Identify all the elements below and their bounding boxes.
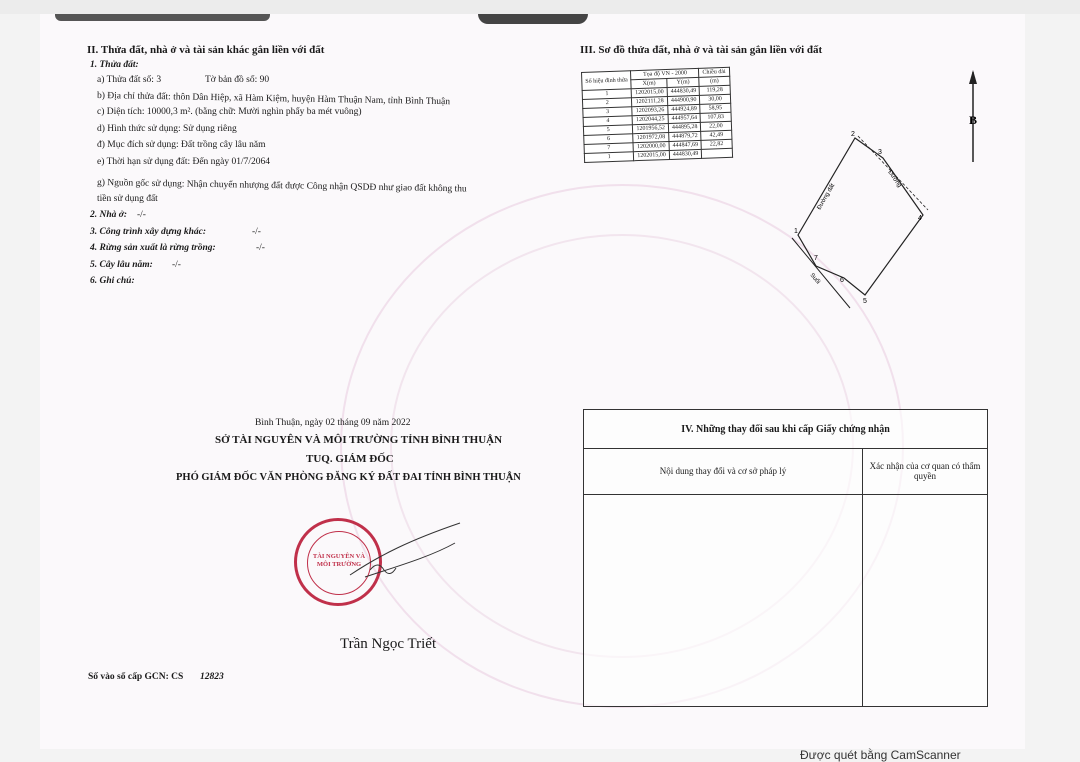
coordinate-table [581, 67, 733, 163]
scan-shadow-center [478, 14, 588, 24]
changes-column-header: Nội dung thay đổi và cơ sở pháp lý [584, 448, 863, 495]
department-name: SỞ TÀI NGUYÊN VÀ MÔI TRƯỜNG TỈNH BÌNH THUẬN [215, 434, 503, 446]
section4-box [583, 409, 988, 707]
table-row: 7 1202000,00 444847,69 22,82 [584, 139, 732, 153]
table-row: 2 1202111,28 444900,90 30,00 [582, 94, 730, 108]
table-row: 4 1202044,25 444957,64 107,83 [583, 112, 731, 126]
construction-value: -/- [252, 227, 261, 237]
scan-shadow-left [55, 14, 270, 21]
stamp-text: TÀI NGUYÊN VÀ MÔI TRƯỜNG [312, 553, 366, 568]
date-line: Bình Thuận, ngày 02 tháng 09 năm 2022 [255, 418, 411, 428]
signature-scribble [340, 515, 480, 595]
vertex-3: 3 [878, 149, 882, 156]
table-row: 5 1201956,52 444895,28 22,00 [583, 121, 731, 135]
table-row: 3 1202093,26 444924,89 58,95 [583, 103, 731, 117]
vertex-7: 7 [814, 255, 818, 262]
house-label: 2. Nhà ở: [90, 210, 128, 220]
use-origin-continued: tiền sử dụng đất [97, 194, 158, 204]
header-coord-system: Tọa độ VN - 2000 [631, 68, 699, 79]
scanner-watermark: Được quét bằng CamScanner [800, 748, 961, 762]
vertex-4: 4 [918, 215, 922, 222]
vertex-2: 2 [851, 131, 855, 138]
tree-value: -/- [172, 260, 181, 270]
vertex-6: 6 [840, 277, 844, 284]
land-heading: 1. Thửa đất: [90, 60, 139, 70]
use-term: e) Thời hạn sử dụng đất: Đến ngày 01/7/2064 [97, 157, 271, 167]
north-label: B [969, 113, 978, 127]
table-row: 1 1202015,00 444830,49 [584, 148, 732, 162]
vertex-1: 1 [794, 228, 798, 235]
construction-label: 3. Công trình xây dựng khác: [90, 227, 207, 237]
header-y: Y(m) [667, 77, 700, 87]
top-strip [0, 0, 1080, 14]
use-form: d) Hình thức sử dụng: Sử dụng riêng [97, 124, 237, 134]
north-arrow [969, 70, 977, 162]
header-vertex: Số hiệu đỉnh thửa [582, 71, 632, 91]
section3-title: III. Sơ đồ thửa đất, nhà ở và tài sản gắn liền với đất [580, 44, 823, 56]
header-unit: (m) [699, 76, 729, 86]
road-label-1: Đường đất [816, 182, 837, 211]
signer-position: PHÓ GIÁM ĐỐC VĂN PHÒNG ĐĂNG KÝ ĐẤT ĐAI TỈNH BÌNH THUẬN [176, 472, 521, 483]
parcel-area: c) Diện tích: 10000,3 m². (bằng chữ: Mười nghìn phẩy ba mét vuông) [97, 107, 362, 117]
parcel-address: b) Địa chỉ thửa đất: thôn Dân Hiệp, xã Hàm Kiệm, huyện Hàm Thuận Nam, tỉnh Bình Thuận [96, 91, 451, 108]
parcel-diagram [770, 60, 1000, 330]
registry-number: 12823 [200, 672, 224, 682]
parcel-number: a) Thửa đất số: 3 [97, 75, 162, 85]
tree-label: 5. Cây lâu năm: [90, 260, 153, 270]
road-edge-line [792, 238, 850, 308]
map-sheet-number: Tờ bản đồ số: 90 [205, 75, 270, 85]
section4-title: IV. Những thay đổi sau khi cấp Giấy chứng nhận [584, 410, 987, 449]
column-divider [862, 494, 863, 706]
confirmation-column-header: Xác nhận của cơ quan có thẩm quyền [863, 448, 987, 495]
road-label-3: Suối [808, 272, 821, 286]
forest-value: -/- [256, 243, 265, 253]
vertex-5: 5 [863, 298, 867, 305]
table-row: 1 1202015,00 444830,49 119,28 [582, 85, 730, 99]
forest-label: 4. Rừng sản xuất là rừng trồng: [90, 243, 216, 253]
section2-title: II. Thửa đất, nhà ở và tài sản khác gắn liền với đất [87, 44, 325, 56]
house-value: -/- [137, 210, 146, 220]
table-row: 6 1201972,08 444879,72 42,49 [584, 130, 732, 144]
notes-label: 6. Ghi chú: [90, 276, 135, 286]
header-x: X(m) [631, 79, 667, 89]
registry-label: Số vào sổ cấp GCN: CS [88, 672, 184, 682]
tuq-line: TUQ. GIÁM ĐỐC [306, 453, 394, 465]
road-label-2: Đường [886, 169, 903, 189]
use-origin: g) Nguồn gốc sử dụng: Nhận chuyển nhượng đất được Công nhận QSDĐ như giao đất không thu [96, 178, 467, 195]
signer-name: Trần Ngọc Triết [340, 636, 437, 652]
header-length: Chiều dài [699, 67, 729, 77]
use-purpose: đ) Mục đích sử dụng: Đất trồng cây lâu năm [97, 140, 266, 150]
parcel-outline [798, 138, 923, 295]
